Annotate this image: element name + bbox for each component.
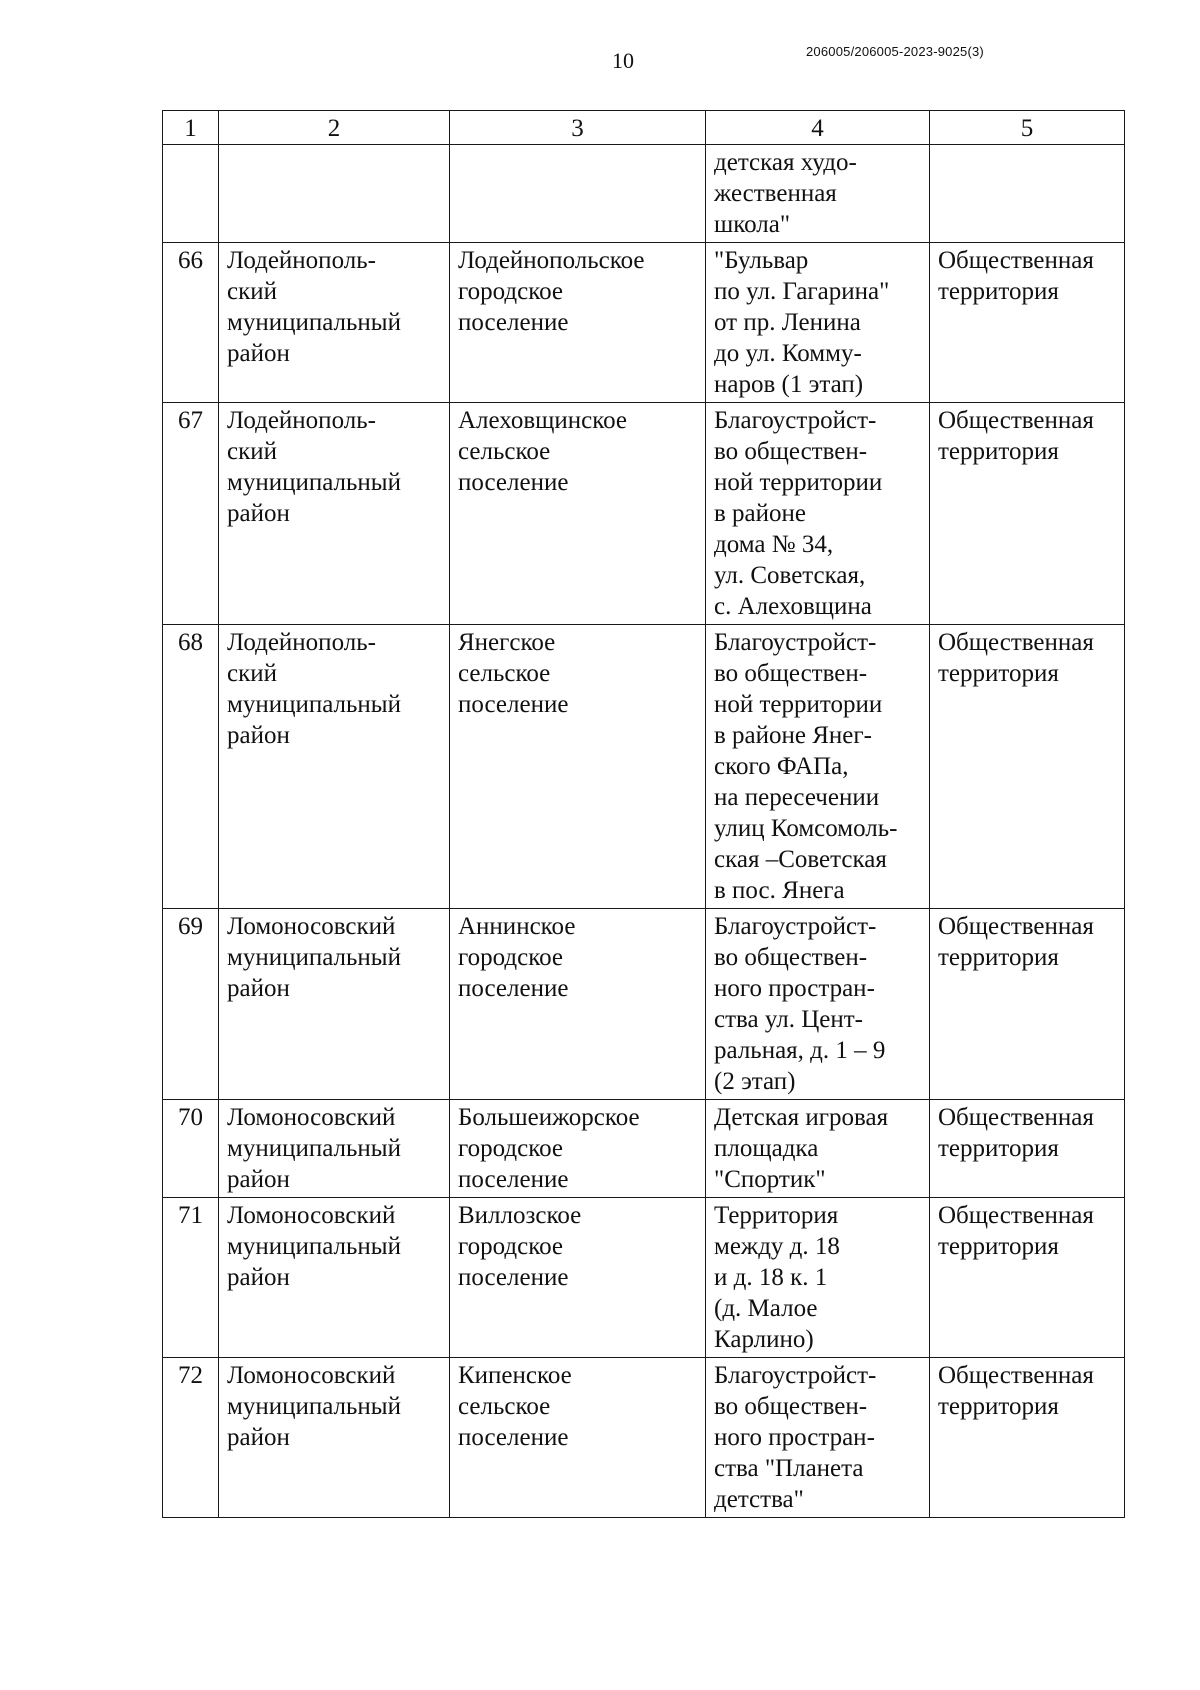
description-text: Благоустройст- во обществен- ного простран- ства ул. Цент- ральная, д. 1 – 9 (2 этап)	[714, 913, 886, 1095]
row-number: 71	[163, 1198, 219, 1358]
table-row	[163, 625, 1125, 909]
cell-description	[706, 403, 930, 625]
cell-empty	[930, 145, 1125, 243]
cell-description	[706, 1100, 930, 1198]
type-text: Общественная территория	[938, 1362, 1094, 1420]
cell-type	[930, 625, 1125, 909]
district-text: Лодейнополь- ский муниципальный район	[227, 629, 401, 749]
description-text: Детская игровая площадка "Спортик"	[714, 1104, 889, 1193]
settlement-text: Лодейнопольское городское поселение	[458, 247, 645, 336]
district-text: Ломоносовский муниципальный район	[227, 1202, 401, 1291]
page-number: 10	[612, 48, 634, 73]
table-row	[163, 1358, 1125, 1518]
territories-table	[162, 110, 1125, 1518]
cell-settlement	[450, 1358, 706, 1518]
cell-district	[219, 1100, 450, 1198]
district-text: Лодейнополь- ский муниципальный район	[227, 407, 401, 527]
row-number: 66	[163, 243, 219, 403]
cell-settlement	[450, 243, 706, 403]
district-text: Лодейнополь- ский муниципальный район	[227, 247, 401, 367]
table-row	[163, 243, 1125, 403]
column-header-5: 5	[930, 111, 1125, 145]
cell-type	[930, 1358, 1125, 1518]
type-text: Общественная территория	[938, 247, 1094, 305]
cell-description	[706, 625, 930, 909]
cell-district	[219, 625, 450, 909]
settlement-text: Янегское сельское поселение	[458, 629, 569, 718]
row-number: 68	[163, 625, 219, 909]
row-number: 72	[163, 1358, 219, 1518]
cell-description	[706, 243, 930, 403]
description-text: Благоустройст- во обществен- ного простран- ства "Планета детства"	[714, 1362, 877, 1513]
cell-type	[930, 1198, 1125, 1358]
column-header-1: 1	[163, 111, 219, 145]
description-text: "Бульвар по ул. Гагарина" от пр. Ленина до ул. Комму- наров (1 этап)	[714, 247, 890, 398]
type-text: Общественная территория	[938, 1202, 1094, 1260]
table-row	[163, 1198, 1125, 1358]
cell-settlement	[450, 625, 706, 909]
cell-district	[219, 243, 450, 403]
description-text: Благоустройст- во обществен- ной территории в районе дома № 34, ул. Советская, с. Алеховщина	[714, 407, 883, 620]
table-row	[163, 909, 1125, 1100]
cell-description	[706, 909, 930, 1100]
column-header-4: 4	[706, 111, 930, 145]
district-text: Ломоносовский муниципальный район	[227, 913, 401, 1002]
description-text: Территория между д. 18 и д. 18 к. 1 (д. Малое Карлино)	[714, 1202, 840, 1353]
cell-district	[219, 909, 450, 1100]
cell-type	[930, 403, 1125, 625]
cell-empty	[163, 145, 219, 243]
cell-type	[930, 243, 1125, 403]
table-header-row	[163, 111, 1125, 145]
settlement-text: Аннинское городское поселение	[458, 913, 576, 1002]
cell-description	[706, 1358, 930, 1518]
description-text: Благоустройст- во обществен- ной территории в районе Янег- ского ФАПа, на пересечении улиц Комсомоль- ская –Советская в пос. Янега	[714, 629, 898, 904]
type-text: Общественная территория	[938, 629, 1094, 687]
cell-settlement	[450, 909, 706, 1100]
column-header-2: 2	[219, 111, 450, 145]
cell-type	[930, 909, 1125, 1100]
cell-empty	[219, 145, 450, 243]
table-row-continuation	[163, 145, 1125, 243]
cell-district	[219, 1358, 450, 1518]
cell-settlement	[450, 403, 706, 625]
cell-description	[706, 1198, 930, 1358]
table-row	[163, 403, 1125, 625]
settlement-text: Алеховщинское сельское поселение	[458, 407, 628, 496]
row-number: 69	[163, 909, 219, 1100]
cell-empty	[450, 145, 706, 243]
type-text: Общественная территория	[938, 1104, 1094, 1162]
type-text: Общественная территория	[938, 913, 1094, 971]
description-text: детская худо- жественная школа"	[714, 149, 857, 238]
district-text: Ломоносовский муниципальный район	[227, 1362, 401, 1451]
settlement-text: Кипенское сельское поселение	[458, 1362, 572, 1451]
settlement-text: Виллозское городское поселение	[458, 1202, 582, 1291]
row-number: 70	[163, 1100, 219, 1198]
type-text: Общественная территория	[938, 407, 1094, 465]
cell-district	[219, 403, 450, 625]
district-text: Ломоносовский муниципальный район	[227, 1104, 401, 1193]
column-header-3: 3	[450, 111, 706, 145]
table-row	[163, 1100, 1125, 1198]
cell-type	[930, 1100, 1125, 1198]
cell-settlement	[450, 1100, 706, 1198]
row-number: 67	[163, 403, 219, 625]
cell-settlement	[450, 1198, 706, 1358]
cell-description	[706, 145, 930, 243]
settlement-text: Большеижорское городское поселение	[458, 1104, 640, 1193]
document-id: 206005/206005-2023-9025(3)	[806, 44, 984, 59]
cell-district	[219, 1198, 450, 1358]
